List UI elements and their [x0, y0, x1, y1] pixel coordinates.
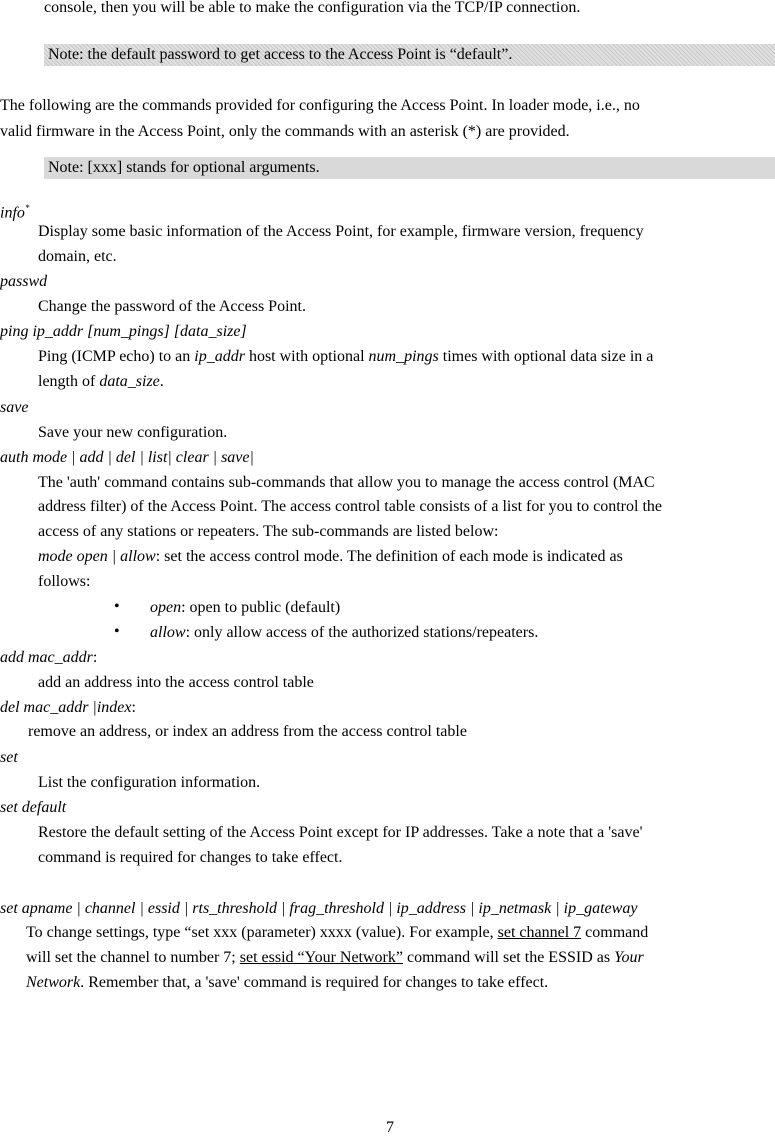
note-default-password: Note: the default password to get access to the Access Point is “default”.	[44, 44, 775, 66]
auth-follows: follows:	[38, 573, 91, 590]
set-desc: List the configuration information.	[38, 774, 261, 791]
cmd-set-default: set default	[0, 799, 67, 816]
auth-desc-3: access of any stations or repeaters. The sub-commands are listed below:	[38, 523, 499, 540]
auth-mode-cmd: mode open | allow	[38, 548, 156, 565]
add-desc: add an address into the access control table	[38, 674, 314, 691]
auth-desc-1: The 'auth' command contains sub-commands that allow you to manage the access control (MAC	[38, 474, 655, 491]
set-default-desc-1: Restore the default setting of the Access Point except for IP addresses. Take a note that a 'save'	[38, 824, 643, 841]
essid-value: Your	[614, 949, 644, 966]
ping-desc-2	[38, 372, 164, 392]
ping-desc-1	[38, 347, 653, 367]
auth-mode-line	[38, 547, 623, 567]
bullet-open-desc: : open to public (default)	[181, 599, 341, 616]
passwd-desc: Change the password of the Access Point.	[38, 298, 306, 315]
cmd-del-label: del mac_addr |index	[0, 699, 132, 716]
example-set-essid: set essid “Your Network”	[239, 949, 403, 966]
bullet-open-term: open	[150, 599, 182, 616]
bullet-open	[150, 598, 340, 618]
bullet-icon: •	[114, 598, 120, 615]
ping-desc-text: .	[159, 373, 164, 390]
set-params-text: command	[581, 924, 649, 941]
info-desc-1: Display some basic information of the Access Point, for example, firmware version, frequency	[38, 223, 644, 240]
del-desc: remove an address, or index an address from the access control table	[28, 723, 467, 740]
following-line-2: valid firmware in the Access Point, only the commands with an asterisk (*) are provided.	[0, 123, 570, 140]
cmd-set-params: set apname | channel | essid | rts_threshold | frag_threshold | ip_address | ip_netmask | ip_gateway	[0, 900, 638, 917]
cmd-add-label: add mac_addr	[0, 649, 93, 666]
set-params-text: command will set the ESSID as	[402, 949, 615, 966]
set-params-text: To change settings, type “set xxx (parameter) xxxx (value). For example,	[26, 924, 498, 941]
bullet-allow-desc: : only allow access of the authorized stations/repeaters.	[185, 624, 539, 641]
cmd-add-colon: :	[92, 649, 98, 666]
asterisk-mark: *	[24, 203, 30, 213]
intro-line: console, then you will be able to make the configuration via the TCP/IP connection.	[44, 0, 581, 16]
ping-arg-num: num_pings	[368, 348, 439, 365]
cmd-add	[0, 648, 97, 668]
ping-desc-text: host with optional	[244, 348, 369, 365]
cmd-passwd: passwd	[0, 273, 48, 290]
following-line-1: The following are the commands provided for configuring the Access Point. In loader mode, i.e., no	[0, 97, 640, 114]
ping-arg-size: data_size	[99, 373, 160, 390]
save-desc: Save your new configuration.	[38, 424, 228, 441]
bullet-allow	[150, 623, 538, 643]
cmd-save: save	[0, 399, 29, 416]
ping-desc-text: times with optional data size in a	[438, 348, 654, 365]
auth-desc-2: address filter) of the Access Point. The access control table consists of a list for you to control the	[38, 498, 662, 515]
cmd-del	[0, 698, 136, 718]
cmd-auth: auth mode | add | del | list| clear | save|	[0, 449, 254, 466]
cmd-info-label: info	[0, 204, 25, 222]
cmd-set: set	[0, 749, 18, 766]
set-params-text: will set the channel to number 7;	[26, 949, 240, 966]
auth-mode-desc: : set the access control mode. The definition of each mode is indicated as	[155, 548, 623, 565]
ping-arg-ip: ip_addr	[194, 348, 245, 365]
set-params-desc-1	[26, 923, 648, 943]
set-params-text: . Remember that, a 'save' command is required for changes to take effect.	[80, 974, 549, 991]
info-desc-2: domain, etc.	[38, 248, 117, 265]
essid-value: Network	[26, 974, 81, 991]
set-params-desc-2	[26, 948, 644, 968]
cmd-ping: ping ip_addr [num_pings] [data_size]	[0, 323, 247, 340]
ping-desc-text: length of	[38, 373, 100, 390]
bullet-allow-term: allow	[150, 624, 186, 641]
bullet-icon: •	[114, 623, 120, 640]
set-default-desc-2: command is required for changes to take effect.	[38, 849, 343, 866]
note-optional-args: Note: [xxx] stands for optional arguments.	[44, 157, 775, 179]
set-params-desc-3	[26, 973, 548, 993]
ping-desc-text: Ping (ICMP echo) to an	[38, 348, 195, 365]
page-number: 7	[386, 1119, 394, 1136]
cmd-del-colon: :	[131, 699, 136, 716]
example-set-channel: set channel 7	[497, 924, 582, 941]
cmd-info	[0, 198, 29, 223]
